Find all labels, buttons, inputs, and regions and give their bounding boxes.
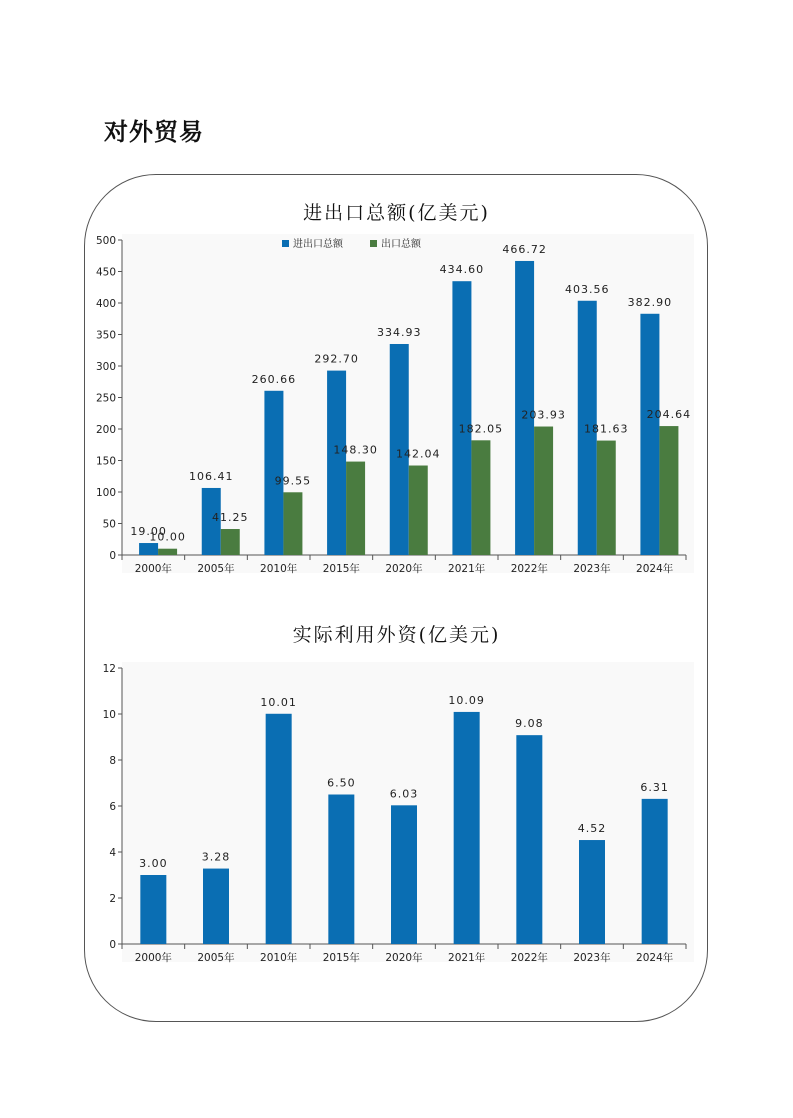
fdi-category-label: 2023年 (573, 952, 611, 964)
trade-legend-label: 出口总额 (381, 239, 421, 250)
fdi-category-label: 2000年 (134, 952, 172, 964)
trade-data-label: 334.93 (377, 325, 422, 339)
trade-y-tick-label: 150 (95, 455, 116, 468)
trade-y-tick-label: 300 (95, 361, 116, 373)
trade-data-label: 466.72 (502, 242, 547, 256)
fdi-y-tick-label: 0 (109, 939, 116, 951)
trade-category-label: 2020年 (385, 563, 423, 575)
trade-data-label: 19.00 (130, 525, 167, 539)
trade-category-label: 2000年 (134, 563, 172, 575)
trade-data-label: 10.00 (149, 530, 186, 544)
trade-y-tick-label: 50 (102, 518, 116, 531)
trade-data-label: 403.56 (565, 282, 610, 296)
trade-data-label: 41.25 (212, 511, 249, 525)
trade-category-label: 2023年 (573, 563, 611, 575)
trade-data-label: 148.30 (333, 443, 378, 457)
trade-y-tick-label: 0 (109, 550, 116, 562)
trade-y-tick-label: 400 (95, 298, 116, 310)
fdi-y-tick-label: 8 (109, 755, 116, 767)
fdi-bar-1 (203, 869, 229, 944)
fdi-chart-title: 实际利用外资(亿美元) (292, 624, 501, 646)
page-heading: 对外贸易 (104, 117, 204, 146)
fdi-bar-2 (266, 714, 292, 944)
trade-data-label: 434.60 (439, 263, 485, 277)
trade-y-tick-label: 100 (95, 487, 116, 499)
trade-data-label: 106.41 (189, 469, 234, 483)
trade-y-tick-label: 500 (95, 235, 116, 247)
fdi-bar-4 (391, 805, 417, 944)
trade-category-label: 2015年 (322, 563, 360, 575)
fdi-bar-3 (328, 795, 354, 945)
trade-legend-label: 进出口总额 (293, 239, 343, 250)
fdi-category-label: 2022年 (510, 952, 548, 964)
trade-data-label: 99.55 (274, 474, 312, 488)
trade-data-label: 142.04 (396, 447, 441, 461)
fdi-category-label: 2020年 (385, 952, 423, 964)
fdi-category-label: 2021年 (448, 952, 486, 964)
trade-y-tick-label: 250 (95, 392, 116, 405)
fdi-data-label: 3.28 (201, 850, 231, 864)
trade-data-label: 182.05 (458, 422, 504, 436)
trade-data-label: 260.66 (251, 372, 297, 386)
fdi-data-label: 6.50 (327, 776, 356, 790)
trade-chart-title: 进出口总额(亿美元) (303, 202, 490, 224)
fdi-bar-0 (140, 875, 166, 944)
fdi-category-label: 2005年 (197, 952, 235, 964)
fdi-data-label: 10.01 (260, 695, 297, 709)
trade-category-label: 2010年 (260, 563, 298, 575)
trade-category-label: 2005年 (197, 563, 235, 575)
fdi-category-label: 2015年 (322, 952, 360, 964)
fdi-data-label: 6.03 (389, 787, 419, 801)
fdi-category-label: 2024年 (636, 952, 674, 964)
trade-data-label: 382.90 (627, 295, 673, 309)
fdi-data-label: 6.31 (640, 780, 669, 794)
fdi-y-tick-label: 6 (109, 801, 116, 813)
trade-y-tick-label: 350 (95, 329, 116, 342)
fdi-data-label: 3.00 (139, 857, 168, 870)
fdi-category-label: 2010年 (260, 952, 298, 964)
trade-y-tick-label: 200 (95, 424, 116, 436)
trade-data-label: 203.93 (521, 408, 566, 422)
trade-category-label: 2022年 (510, 563, 548, 575)
trade-y-tick-label: 450 (95, 266, 116, 279)
fdi-bar-8 (642, 799, 668, 944)
fdi-bar-7 (579, 840, 605, 944)
trade-category-label: 2024年 (636, 563, 674, 575)
fdi-bar-6 (516, 735, 542, 944)
trade-data-label: 292.70 (314, 352, 359, 366)
fdi-data-label: 4.52 (577, 822, 607, 836)
trade-data-label: 204.64 (646, 408, 692, 422)
fdi-y-tick-label: 12 (102, 663, 116, 675)
trade-category-label: 2021年 (448, 563, 486, 575)
fdi-bar-5 (454, 712, 480, 944)
fdi-y-tick-label: 4 (109, 847, 116, 859)
fdi-data-label: 9.08 (515, 717, 544, 731)
fdi-y-tick-label: 2 (109, 893, 116, 905)
fdi-data-label: 10.09 (448, 693, 485, 707)
trade-data-label: 181.63 (584, 422, 629, 436)
fdi-y-tick-label: 10 (102, 709, 116, 721)
